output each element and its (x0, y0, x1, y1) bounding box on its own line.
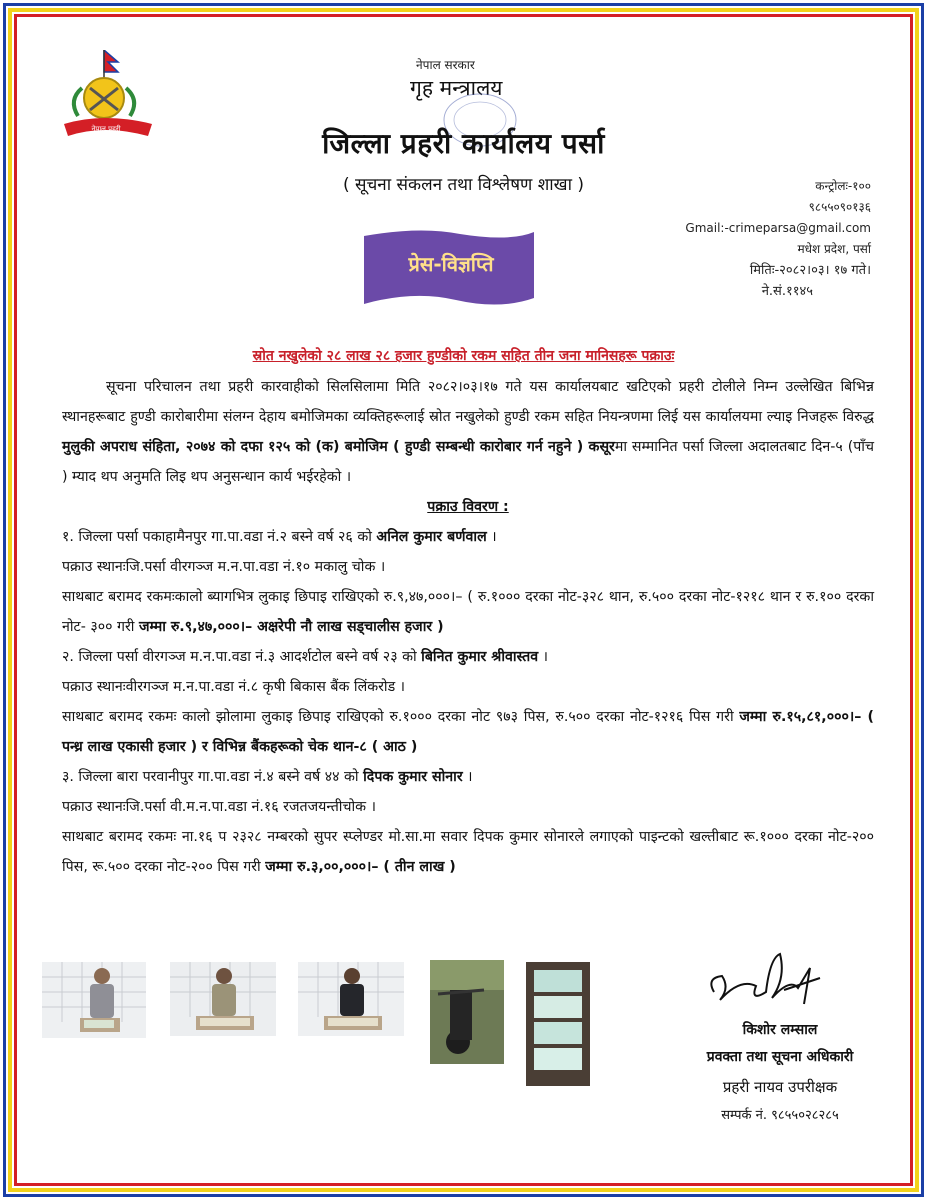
arrestee-photo-1 (42, 962, 146, 1038)
cheques-photo (526, 962, 590, 1086)
arrest-item-2: २. जिल्ला पर्सा वीरगञ्ज म.न.पा.वडा नं.३ आदर्शटोल बस्ने वर्ष २३ को बिनित कुमार श्रीवास्तव । (62, 649, 548, 665)
government-label: नेपाल सरकार (416, 58, 475, 72)
signer-name: किशोर लम्साल (742, 1022, 818, 1038)
signer-rank: प्रहरी नायव उपरीक्षक (722, 1078, 838, 1096)
signer-phone: सम्पर्क नं. ९८५५०२८२८५ (721, 1108, 839, 1123)
arrest-place-2: पक्राउ स्थानःवीरगञ्ज म.न.पा.वडा नं.८ कृषी बिकास बैंक लिंकरोड । (62, 679, 406, 695)
arrestee-photo-3 (298, 962, 404, 1036)
issue-date: मितिः-२०८२।०३। १७ गते। (749, 263, 871, 278)
emblem-label: नेपाल प्रहरी (91, 125, 121, 133)
arrest-place-1: पक्राउ स्थानःजि.पर्सा वीरगञ्ज म.न.पा.वडा नं.१० मकालु चोक । (62, 559, 386, 575)
motorcycle-photo (430, 960, 504, 1064)
arrest-place-3: पक्राउ स्थानःजि.पर्सा वी.म.न.पा.वडा नं.१६ रजतजयन्तीचोक । (62, 799, 376, 815)
arrest-item-1: १. जिल्ला पर्सा पकाहामैनपुर गा.पा.वडा नं.२ बस्ने वर्ष २६ को अनिल कुमार बर्णवाल । (62, 529, 497, 545)
email-address[interactable]: Gmail:-crimeparsa@gmail.com (685, 221, 871, 235)
address-label: मधेश प्रदेश, पर्सा (797, 242, 871, 256)
recovery-3: साथबाट बरामद रकमः ना.१६ प २३२८ नम्बरको सुपर स्प्लेण्डर मो.सा.मा सवार दिपक कुमार सोनारले लगाएको पाइन्टको खल्तीबाट रू.१००० दरका नोट-२०० पिस, रू.५०० दरका नोट-२०० पिस गरी जम्मा रु.३,००,०००।– ( तीन लाख ) (62, 829, 874, 875)
signer-role: प्रवक्ता तथा सूचना अधिकारी (706, 1049, 854, 1065)
contact-block (685, 176, 871, 302)
ministry-label: गृह मन्त्रालय (410, 76, 503, 100)
office-title: जिल्ला प्रहरी कार्यालय पर्सा (322, 127, 605, 160)
phone-number: ९८५५०९०१३६ (808, 200, 871, 214)
arrest-item-3: ३. जिल्ला बारा परवानीपुर गा.पा.वडा नं.४ बस्ने वर्ष ४४ को दिपक कुमार सोनार । (62, 769, 473, 785)
press-release-label: प्रेस-विज्ञप्ति (408, 252, 494, 276)
nepal-samvat-date: ने.सं.११४५ (761, 284, 813, 299)
branch-subtitle: ( सूचना संकलन तथा विश्लेषण शाखा ) (342, 175, 585, 195)
arrest-details-heading: पक्राउ विवरण : (427, 499, 509, 515)
intro-paragraph: सूचना परिचालन तथा प्रहरी कारवाहीको सिलसिलामा मिति २०८२।०३।१७ गते यस कार्यालयबाट खटिएको प्रहरी टोलीले निम्न उल्लेखित बिभिन्न स्थानहरूबाट हुण्डी कारोबारीमा संलग्न देहाय बमोजिमका व्यक्तिहरूलाई स्रोत नखुलेको हुण्डी रकम सहित नियन्त्रणमा लिई यस कार्यालयमा ल्याइ निजहरू विरुद्ध मुलुकी अपराध संहिता, २०७४ को दफा १२५ को (क) बमोजिम ( हुण्डी सम्बन्धी कारोबार गर्न नहुने ) कसूरमा सम्मानित पर्सा जिल्ला अदालतबाट दिन-५ (पाँच ) म्याद थप अनुमति लिइ थप अनुसन्धान कार्य भईरहेको । (62, 379, 874, 485)
signature-icon (700, 948, 830, 1018)
press-body (62, 372, 874, 882)
recovery-1: साथबाट बरामद रकमःकालो ब्यागभित्र लुकाइ छिपाइ राखिएको रु.९,४७,०००।– ( रु.१००० दरका नोट-३२८ थान, रु.५०० दरका नोट-१२१८ थान र रु.१०० दरका नोट- ३०० गरी जम्मा रु.९,४७,०००।– अक्षरेपी नौ लाख सड्चालीस हजार ) (62, 589, 874, 635)
news-headline: स्रोत नखुलेको २८ लाख २८ हजार हुण्डीको रकम सहित तीन जना मानिसहरू पक्राउः (252, 348, 675, 364)
recovery-2: साथबाट बरामद रकमः कालो झोलामा लुकाइ छिपाइ राखिएको रु.१००० दरका नोट ९७३ पिस, रु.५०० दरका नोट-१२१६ पिस गरी जम्मा रु.१५,८१,०००।– ( पन्ध्र लाख एकासी हजार ) र विभिन्न बैंकहरूको चेक थान-८ ( आठ ) (62, 709, 874, 755)
control-number: कन्ट्रोलः-१०० (815, 179, 871, 193)
arrestee-photo-2 (170, 962, 276, 1036)
